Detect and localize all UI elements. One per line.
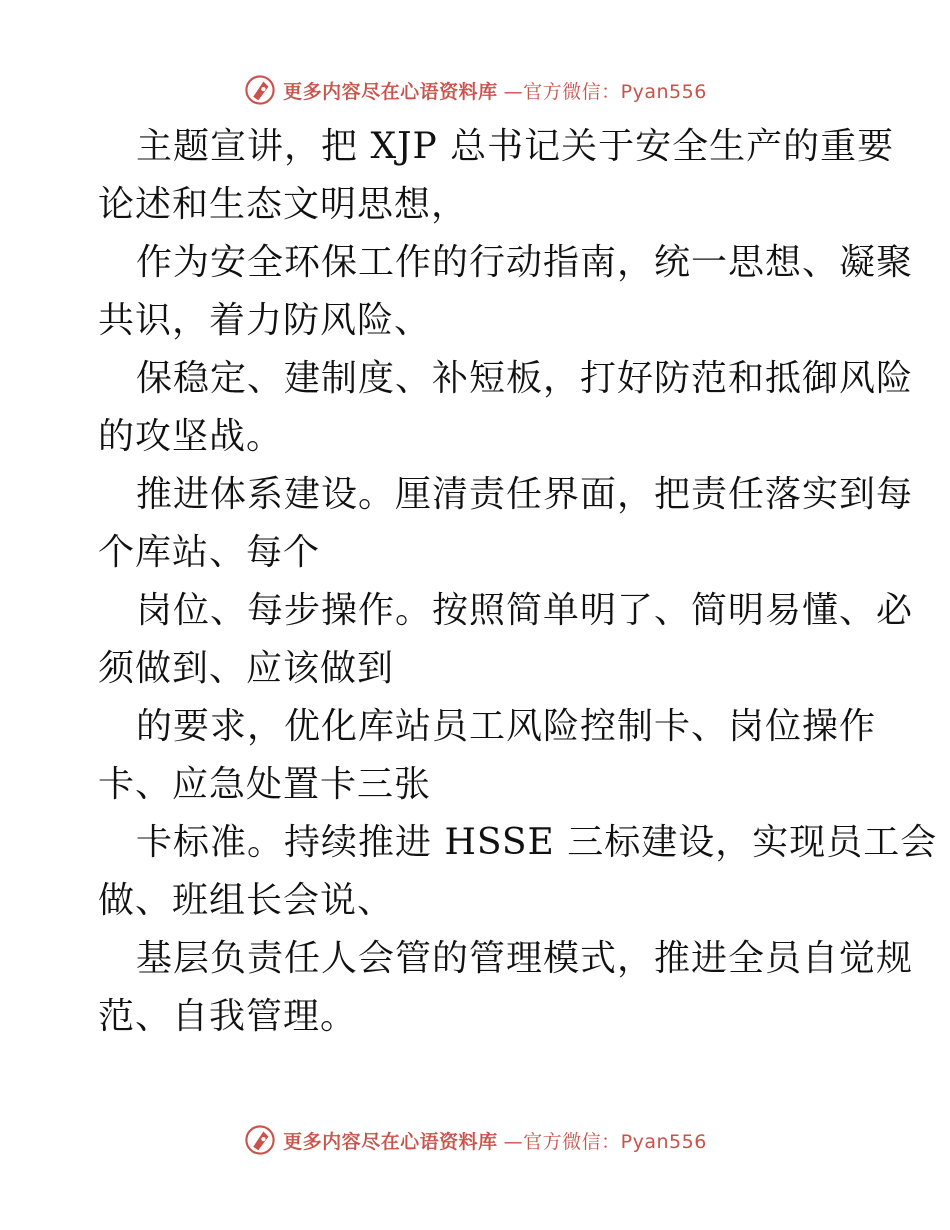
paragraph-line: 须做到、应该做到 — [98, 648, 395, 689]
document-body — [98, 118, 938, 1046]
header-brand-text: 更多内容尽在心语资料库 — [283, 80, 498, 103]
footer-watermark — [0, 1120, 950, 1160]
paragraph-line: 共识，着力防风险、 — [98, 300, 432, 341]
paragraph-line: 推进体系建设。厘清责任界面，把责任落实到每 — [136, 474, 914, 515]
paragraph-line: 个库站、每个 — [98, 532, 321, 573]
paragraph-line: 基层负责任人会管的管理模式，推进全员自觉规 — [136, 938, 914, 979]
paragraph-line: 岗位、每步操作。按照简单明了、简明易懂、必 — [136, 590, 914, 631]
header-watermark — [0, 70, 950, 110]
paragraph-line: 范、自我管理。 — [98, 996, 358, 1037]
paragraph-line: 保稳定、建制度、补短板，打好防范和抵御风险 — [136, 358, 914, 399]
pen-nib-logo-icon — [243, 73, 277, 107]
paragraph-line: 的要求，优化库站员工风险控制卡、岗位操作 — [136, 706, 877, 747]
footer-brand-text: 更多内容尽在心语资料库 — [283, 1130, 498, 1153]
paragraph-line: 作为安全环保工作的行动指南，统一思想、凝聚 — [136, 242, 914, 283]
pen-nib-logo-icon — [243, 1123, 277, 1157]
paragraph-line: 的攻坚战。 — [98, 416, 284, 457]
paragraph-line: 论述和生态文明思想， — [98, 184, 469, 225]
paragraph-line: 主题宣讲，把 XJP 总书记关于安全生产的重要 — [136, 126, 895, 167]
paragraph-line: 做、班组长会说、 — [98, 880, 395, 921]
header-wechat-text: —官方微信：Pyan556 — [503, 80, 707, 103]
footer-wechat-text: —官方微信：Pyan556 — [503, 1130, 707, 1153]
paragraph-line: 卡、应急处置卡三张 — [98, 764, 432, 805]
paragraph-line: 卡标准。持续推进 HSSE 三标建设，实现员工会 — [136, 822, 938, 863]
